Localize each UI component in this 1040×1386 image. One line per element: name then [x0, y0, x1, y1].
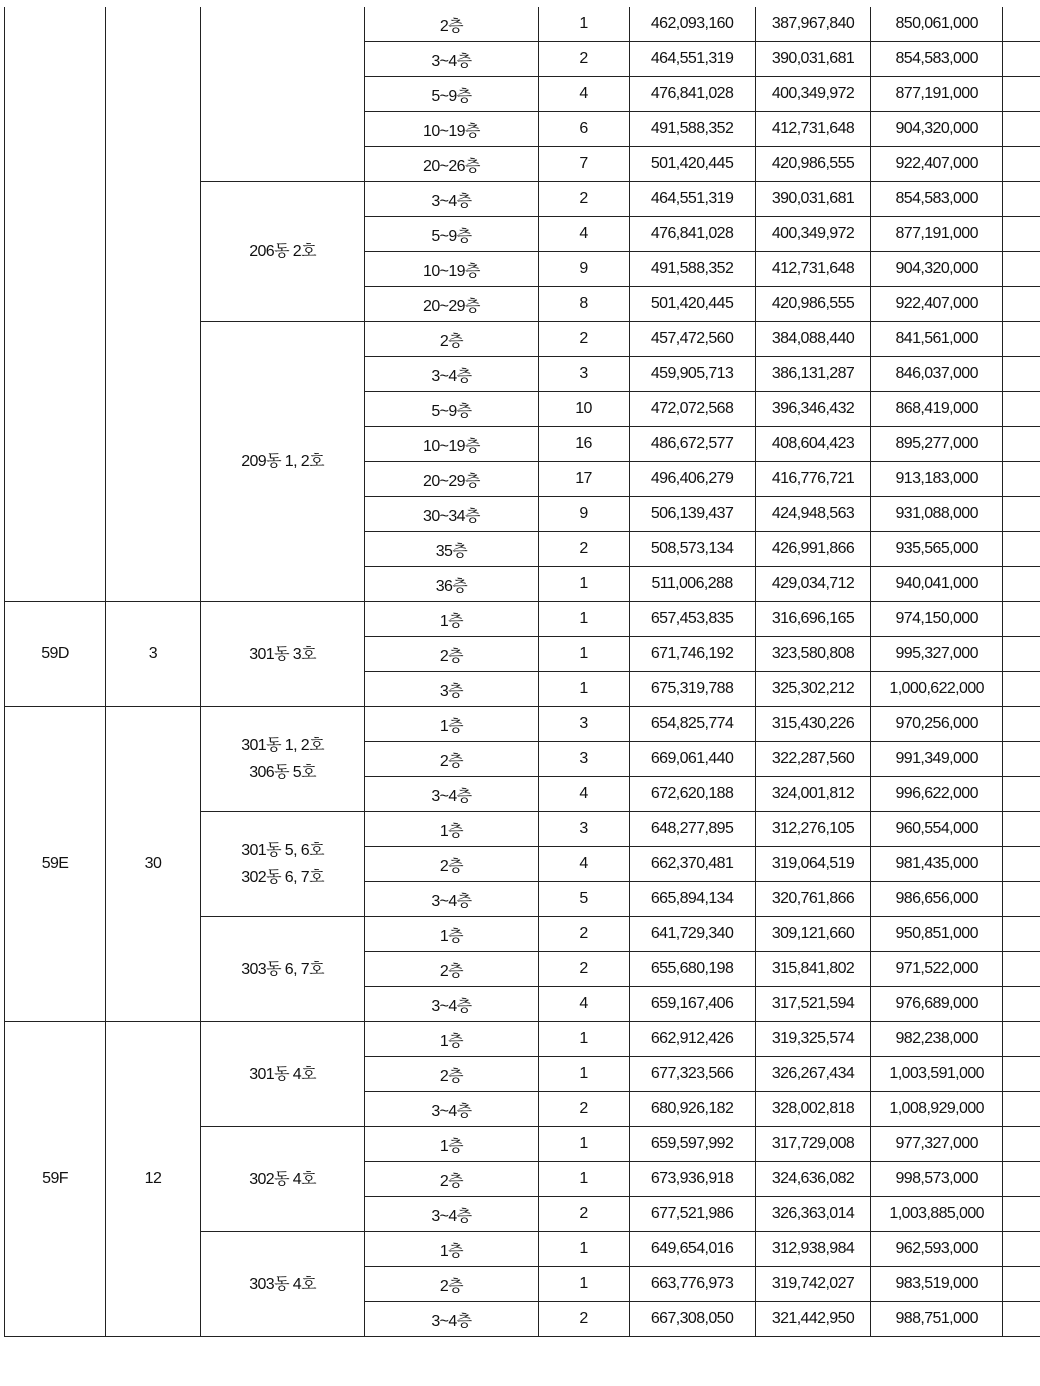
truncated-column-cell: [1002, 252, 1040, 287]
building-unit-cell: [200, 1022, 365, 1127]
building-price-cell: 319,064,519: [755, 847, 871, 882]
floor-cell: 10~19층: [365, 252, 538, 287]
total-price-cell: 922,407,000: [871, 147, 1003, 182]
unit-count-cell: 8: [538, 287, 629, 322]
unit-count-cell: 3: [538, 742, 629, 777]
truncated-column-cell: [1002, 602, 1040, 637]
total-price-cell: 976,689,000: [871, 987, 1003, 1022]
unit-count-cell: 2: [538, 1197, 629, 1232]
unit-count-cell: 1: [538, 1232, 629, 1267]
unit-count-cell: 1: [538, 567, 629, 602]
floor-cell: 20~29층: [365, 287, 538, 322]
land-price-cell: 511,006,288: [629, 567, 755, 602]
building-unit-label: 303동 4호: [249, 1275, 316, 1293]
floor-cell: 1층: [365, 707, 538, 742]
total-units-cell: 30: [106, 707, 201, 1022]
building-price-cell: 324,636,082: [755, 1162, 871, 1197]
truncated-column-cell: [1002, 742, 1040, 777]
total-price-cell: 841,561,000: [871, 322, 1003, 357]
total-price-cell: 977,327,000: [871, 1127, 1003, 1162]
total-price-cell: 995,327,000: [871, 637, 1003, 672]
floor-cell: 1층: [365, 1232, 538, 1267]
building-price-cell: 420,986,555: [755, 287, 871, 322]
truncated-column-cell: [1002, 707, 1040, 742]
floor-cell: 2층: [365, 847, 538, 882]
floor-cell: 2층: [365, 742, 538, 777]
total-price-cell: 981,435,000: [871, 847, 1003, 882]
building-unit-cell: [200, 1232, 365, 1337]
land-price-cell: 457,472,560: [629, 322, 755, 357]
truncated-column-cell: [1002, 427, 1040, 462]
floor-cell: 30~34층: [365, 497, 538, 532]
truncated-column-cell: [1002, 917, 1040, 952]
building-price-cell: 323,580,808: [755, 637, 871, 672]
land-price-cell: 655,680,198: [629, 952, 755, 987]
land-price-cell: 654,825,774: [629, 707, 755, 742]
building-price-cell: 321,442,950: [755, 1302, 871, 1337]
unit-count-cell: 2: [538, 1302, 629, 1337]
unit-count-cell: 4: [538, 777, 629, 812]
truncated-column-cell: [1002, 532, 1040, 567]
land-price-cell: 476,841,028: [629, 77, 755, 112]
unit-count-cell: 5: [538, 882, 629, 917]
building-unit-cell: [200, 182, 365, 322]
land-price-cell: 508,573,134: [629, 532, 755, 567]
building-price-cell: 312,938,984: [755, 1232, 871, 1267]
truncated-column-cell: [1002, 882, 1040, 917]
floor-cell: 1층: [365, 812, 538, 847]
floor-cell: 2층: [365, 637, 538, 672]
truncated-column-cell: [1002, 672, 1040, 707]
truncated-column-cell: [1002, 357, 1040, 392]
building-price-cell: 400,349,972: [755, 217, 871, 252]
truncated-column-cell: [1002, 392, 1040, 427]
unit-count-cell: 4: [538, 217, 629, 252]
total-price-cell: 931,088,000: [871, 497, 1003, 532]
total-price-cell: 1,008,929,000: [871, 1092, 1003, 1127]
land-price-cell: 659,597,992: [629, 1127, 755, 1162]
unit-count-cell: 1: [538, 1127, 629, 1162]
total-price-cell: 974,150,000: [871, 602, 1003, 637]
building-unit-cell: [200, 322, 365, 602]
building-price-cell: 320,761,866: [755, 882, 871, 917]
building-price-cell: 408,604,423: [755, 427, 871, 462]
floor-cell: 3~4층: [365, 882, 538, 917]
building-unit-label: 303동 6, 7호: [241, 960, 324, 978]
unit-count-cell: 1: [538, 672, 629, 707]
land-price-cell: 662,912,426: [629, 1022, 755, 1057]
land-price-cell: 641,729,340: [629, 917, 755, 952]
total-price-cell: 1,000,622,000: [871, 672, 1003, 707]
total-price-cell: 982,238,000: [871, 1022, 1003, 1057]
land-price-cell: 462,093,160: [629, 7, 755, 42]
total-units-cell: [106, 7, 201, 602]
unit-count-cell: 3: [538, 357, 629, 392]
building-price-cell: 326,267,434: [755, 1057, 871, 1092]
unit-count-cell: 7: [538, 147, 629, 182]
table-row: [5, 602, 1040, 637]
total-price-cell: 998,573,000: [871, 1162, 1003, 1197]
building-unit-label: 206동 2호: [249, 243, 316, 260]
building-unit-cell: [200, 602, 365, 707]
floor-cell: 3층: [365, 672, 538, 707]
building-price-cell: 390,031,681: [755, 182, 871, 217]
truncated-column-cell: [1002, 112, 1040, 147]
building-unit-label: 306동 5호: [249, 764, 316, 781]
building-unit-cell: [200, 812, 365, 917]
housing-type-cell: 59E: [5, 707, 106, 1022]
floor-cell: 2층: [365, 322, 538, 357]
total-price-cell: 991,349,000: [871, 742, 1003, 777]
truncated-column-cell: [1002, 847, 1040, 882]
land-price-cell: 506,139,437: [629, 497, 755, 532]
land-price-cell: 491,588,352: [629, 112, 755, 147]
total-price-cell: 970,256,000: [871, 707, 1003, 742]
total-price-cell: 895,277,000: [871, 427, 1003, 462]
building-price-cell: 396,346,432: [755, 392, 871, 427]
unit-count-cell: 6: [538, 112, 629, 147]
total-price-cell: 962,593,000: [871, 1232, 1003, 1267]
unit-count-cell: 1: [538, 1022, 629, 1057]
truncated-column-cell: [1002, 1302, 1040, 1337]
building-unit-label: 301동 5, 6호: [241, 842, 324, 859]
floor-cell: 20~26층: [365, 147, 538, 182]
building-price-cell: 412,731,648: [755, 112, 871, 147]
truncated-column-cell: [1002, 182, 1040, 217]
building-price-cell: 322,287,560: [755, 742, 871, 777]
building-unit-label: 302동 6, 7호: [241, 869, 324, 886]
floor-cell: 2층: [365, 7, 538, 42]
truncated-column-cell: [1002, 567, 1040, 602]
floor-cell: 3~4층: [365, 777, 538, 812]
truncated-column-cell: [1002, 1232, 1040, 1267]
total-units-cell: 12: [106, 1022, 201, 1337]
building-price-cell: 324,001,812: [755, 777, 871, 812]
total-price-cell: 904,320,000: [871, 252, 1003, 287]
total-price-cell: 940,041,000: [871, 567, 1003, 602]
building-price-cell: 384,088,440: [755, 322, 871, 357]
building-unit-label: 301동 1, 2호: [241, 737, 324, 754]
floor-cell: 3~4층: [365, 987, 538, 1022]
truncated-column-cell: [1002, 637, 1040, 672]
total-price-cell: 846,037,000: [871, 357, 1003, 392]
building-unit-label: 301동 4호: [249, 1065, 316, 1083]
unit-count-cell: 2: [538, 182, 629, 217]
floor-cell: 36층: [365, 567, 538, 602]
table-row: [5, 1022, 1040, 1057]
land-price-cell: 677,521,986: [629, 1197, 755, 1232]
floor-cell: 3~4층: [365, 1197, 538, 1232]
building-price-cell: 315,430,226: [755, 707, 871, 742]
housing-type-cell: [5, 7, 106, 602]
unit-count-cell: 4: [538, 77, 629, 112]
building-unit-label: 209동 1, 2호: [241, 453, 324, 470]
building-price-cell: 426,991,866: [755, 532, 871, 567]
total-price-cell: 1,003,885,000: [871, 1197, 1003, 1232]
unit-count-cell: 1: [538, 1057, 629, 1092]
floor-cell: 5~9층: [365, 77, 538, 112]
truncated-column-cell: [1002, 952, 1040, 987]
building-price-cell: 319,742,027: [755, 1267, 871, 1302]
total-price-cell: 950,851,000: [871, 917, 1003, 952]
total-price-cell: 877,191,000: [871, 77, 1003, 112]
table-row: [5, 707, 1040, 742]
unit-count-cell: 17: [538, 462, 629, 497]
building-price-cell: 317,729,008: [755, 1127, 871, 1162]
unit-count-cell: 4: [538, 847, 629, 882]
total-price-cell: 877,191,000: [871, 217, 1003, 252]
land-price-cell: 659,167,406: [629, 987, 755, 1022]
floor-cell: 1층: [365, 1022, 538, 1057]
land-price-cell: 669,061,440: [629, 742, 755, 777]
total-price-cell: 922,407,000: [871, 287, 1003, 322]
price-table: [4, 7, 1040, 1337]
total-price-cell: 854,583,000: [871, 182, 1003, 217]
unit-count-cell: 3: [538, 707, 629, 742]
unit-count-cell: 3: [538, 812, 629, 847]
land-price-cell: 671,746,192: [629, 637, 755, 672]
floor-cell: 3~4층: [365, 1092, 538, 1127]
building-price-cell: 387,967,840: [755, 7, 871, 42]
building-price-cell: 325,302,212: [755, 672, 871, 707]
total-price-cell: 913,183,000: [871, 462, 1003, 497]
unit-count-cell: 2: [538, 952, 629, 987]
table-body: [5, 7, 1040, 1337]
floor-cell: 10~19층: [365, 427, 538, 462]
total-price-cell: 986,656,000: [871, 882, 1003, 917]
land-price-cell: 486,672,577: [629, 427, 755, 462]
truncated-column-cell: [1002, 147, 1040, 182]
land-price-cell: 667,308,050: [629, 1302, 755, 1337]
land-price-cell: 657,453,835: [629, 602, 755, 637]
table-row: [5, 7, 1040, 42]
total-price-cell: 935,565,000: [871, 532, 1003, 567]
unit-count-cell: 2: [538, 42, 629, 77]
floor-cell: 3~4층: [365, 42, 538, 77]
truncated-column-cell: [1002, 462, 1040, 497]
total-price-cell: 983,519,000: [871, 1267, 1003, 1302]
truncated-column-cell: [1002, 77, 1040, 112]
building-price-cell: 386,131,287: [755, 357, 871, 392]
total-price-cell: 904,320,000: [871, 112, 1003, 147]
land-price-cell: 677,323,566: [629, 1057, 755, 1092]
total-price-cell: 960,554,000: [871, 812, 1003, 847]
building-price-cell: 424,948,563: [755, 497, 871, 532]
unit-count-cell: 2: [538, 917, 629, 952]
floor-cell: 3~4층: [365, 1302, 538, 1337]
land-price-cell: 464,551,319: [629, 42, 755, 77]
building-price-cell: 312,276,105: [755, 812, 871, 847]
land-price-cell: 675,319,788: [629, 672, 755, 707]
truncated-column-cell: [1002, 322, 1040, 357]
unit-count-cell: 1: [538, 7, 629, 42]
building-unit-cell: [200, 707, 365, 812]
building-price-cell: 412,731,648: [755, 252, 871, 287]
building-price-cell: 315,841,802: [755, 952, 871, 987]
truncated-column-cell: [1002, 1162, 1040, 1197]
land-price-cell: 501,420,445: [629, 287, 755, 322]
building-unit-cell: [200, 917, 365, 1022]
truncated-column-cell: [1002, 287, 1040, 322]
unit-count-cell: 2: [538, 1092, 629, 1127]
floor-cell: 1층: [365, 1127, 538, 1162]
building-unit-label: 302동 4호: [249, 1170, 316, 1188]
truncated-column-cell: [1002, 217, 1040, 252]
truncated-column-cell: [1002, 7, 1040, 42]
unit-count-cell: 1: [538, 637, 629, 672]
truncated-column-cell: [1002, 1057, 1040, 1092]
land-price-cell: 665,894,134: [629, 882, 755, 917]
building-price-cell: 326,363,014: [755, 1197, 871, 1232]
land-price-cell: 464,551,319: [629, 182, 755, 217]
land-price-cell: 663,776,973: [629, 1267, 755, 1302]
floor-cell: 3~4층: [365, 182, 538, 217]
floor-cell: 2층: [365, 1267, 538, 1302]
unit-count-cell: 1: [538, 602, 629, 637]
land-price-cell: 496,406,279: [629, 462, 755, 497]
unit-count-cell: 2: [538, 532, 629, 567]
building-unit-label: 301동 3호: [249, 645, 316, 663]
truncated-column-cell: [1002, 1267, 1040, 1302]
unit-count-cell: 9: [538, 497, 629, 532]
total-price-cell: 971,522,000: [871, 952, 1003, 987]
housing-type-cell: 59D: [5, 602, 106, 707]
truncated-column-cell: [1002, 812, 1040, 847]
land-price-cell: 459,905,713: [629, 357, 755, 392]
truncated-column-cell: [1002, 1092, 1040, 1127]
unit-count-cell: 2: [538, 322, 629, 357]
land-price-cell: 680,926,182: [629, 1092, 755, 1127]
building-price-cell: 420,986,555: [755, 147, 871, 182]
building-price-cell: 316,696,165: [755, 602, 871, 637]
floor-cell: 3~4층: [365, 357, 538, 392]
floor-cell: 20~29층: [365, 462, 538, 497]
land-price-cell: 673,936,918: [629, 1162, 755, 1197]
land-price-cell: 649,654,016: [629, 1232, 755, 1267]
truncated-column-cell: [1002, 42, 1040, 77]
housing-type-cell: 59F: [5, 1022, 106, 1337]
building-price-cell: 317,521,594: [755, 987, 871, 1022]
unit-count-cell: 4: [538, 987, 629, 1022]
floor-cell: 1층: [365, 602, 538, 637]
unit-count-cell: 1: [538, 1267, 629, 1302]
total-price-cell: 1,003,591,000: [871, 1057, 1003, 1092]
floor-cell: 5~9층: [365, 217, 538, 252]
building-price-cell: 400,349,972: [755, 77, 871, 112]
floor-cell: 2층: [365, 952, 538, 987]
total-units-cell: 3: [106, 602, 201, 707]
truncated-column-cell: [1002, 497, 1040, 532]
building-price-cell: 416,776,721: [755, 462, 871, 497]
land-price-cell: 672,620,188: [629, 777, 755, 812]
total-price-cell: 850,061,000: [871, 7, 1003, 42]
building-unit-cell: [200, 7, 365, 182]
building-price-cell: 390,031,681: [755, 42, 871, 77]
floor-cell: 10~19층: [365, 112, 538, 147]
land-price-cell: 476,841,028: [629, 217, 755, 252]
total-price-cell: 868,419,000: [871, 392, 1003, 427]
land-price-cell: 472,072,568: [629, 392, 755, 427]
building-price-cell: 429,034,712: [755, 567, 871, 602]
building-price-cell: 328,002,818: [755, 1092, 871, 1127]
building-unit-cell: [200, 1127, 365, 1232]
unit-count-cell: 9: [538, 252, 629, 287]
total-price-cell: 996,622,000: [871, 777, 1003, 812]
truncated-column-cell: [1002, 987, 1040, 1022]
floor-cell: 5~9층: [365, 392, 538, 427]
land-price-cell: 648,277,895: [629, 812, 755, 847]
unit-count-cell: 16: [538, 427, 629, 462]
truncated-column-cell: [1002, 777, 1040, 812]
floor-cell: 2층: [365, 1162, 538, 1197]
building-price-cell: 309,121,660: [755, 917, 871, 952]
truncated-column-cell: [1002, 1127, 1040, 1162]
unit-count-cell: 10: [538, 392, 629, 427]
building-price-cell: 319,325,574: [755, 1022, 871, 1057]
total-price-cell: 854,583,000: [871, 42, 1003, 77]
land-price-cell: 662,370,481: [629, 847, 755, 882]
floor-cell: 35층: [365, 532, 538, 567]
truncated-column-cell: [1002, 1022, 1040, 1057]
floor-cell: 2층: [365, 1057, 538, 1092]
land-price-cell: 501,420,445: [629, 147, 755, 182]
truncated-column-cell: [1002, 1197, 1040, 1232]
land-price-cell: 491,588,352: [629, 252, 755, 287]
total-price-cell: 988,751,000: [871, 1302, 1003, 1337]
unit-count-cell: 1: [538, 1162, 629, 1197]
floor-cell: 1층: [365, 917, 538, 952]
